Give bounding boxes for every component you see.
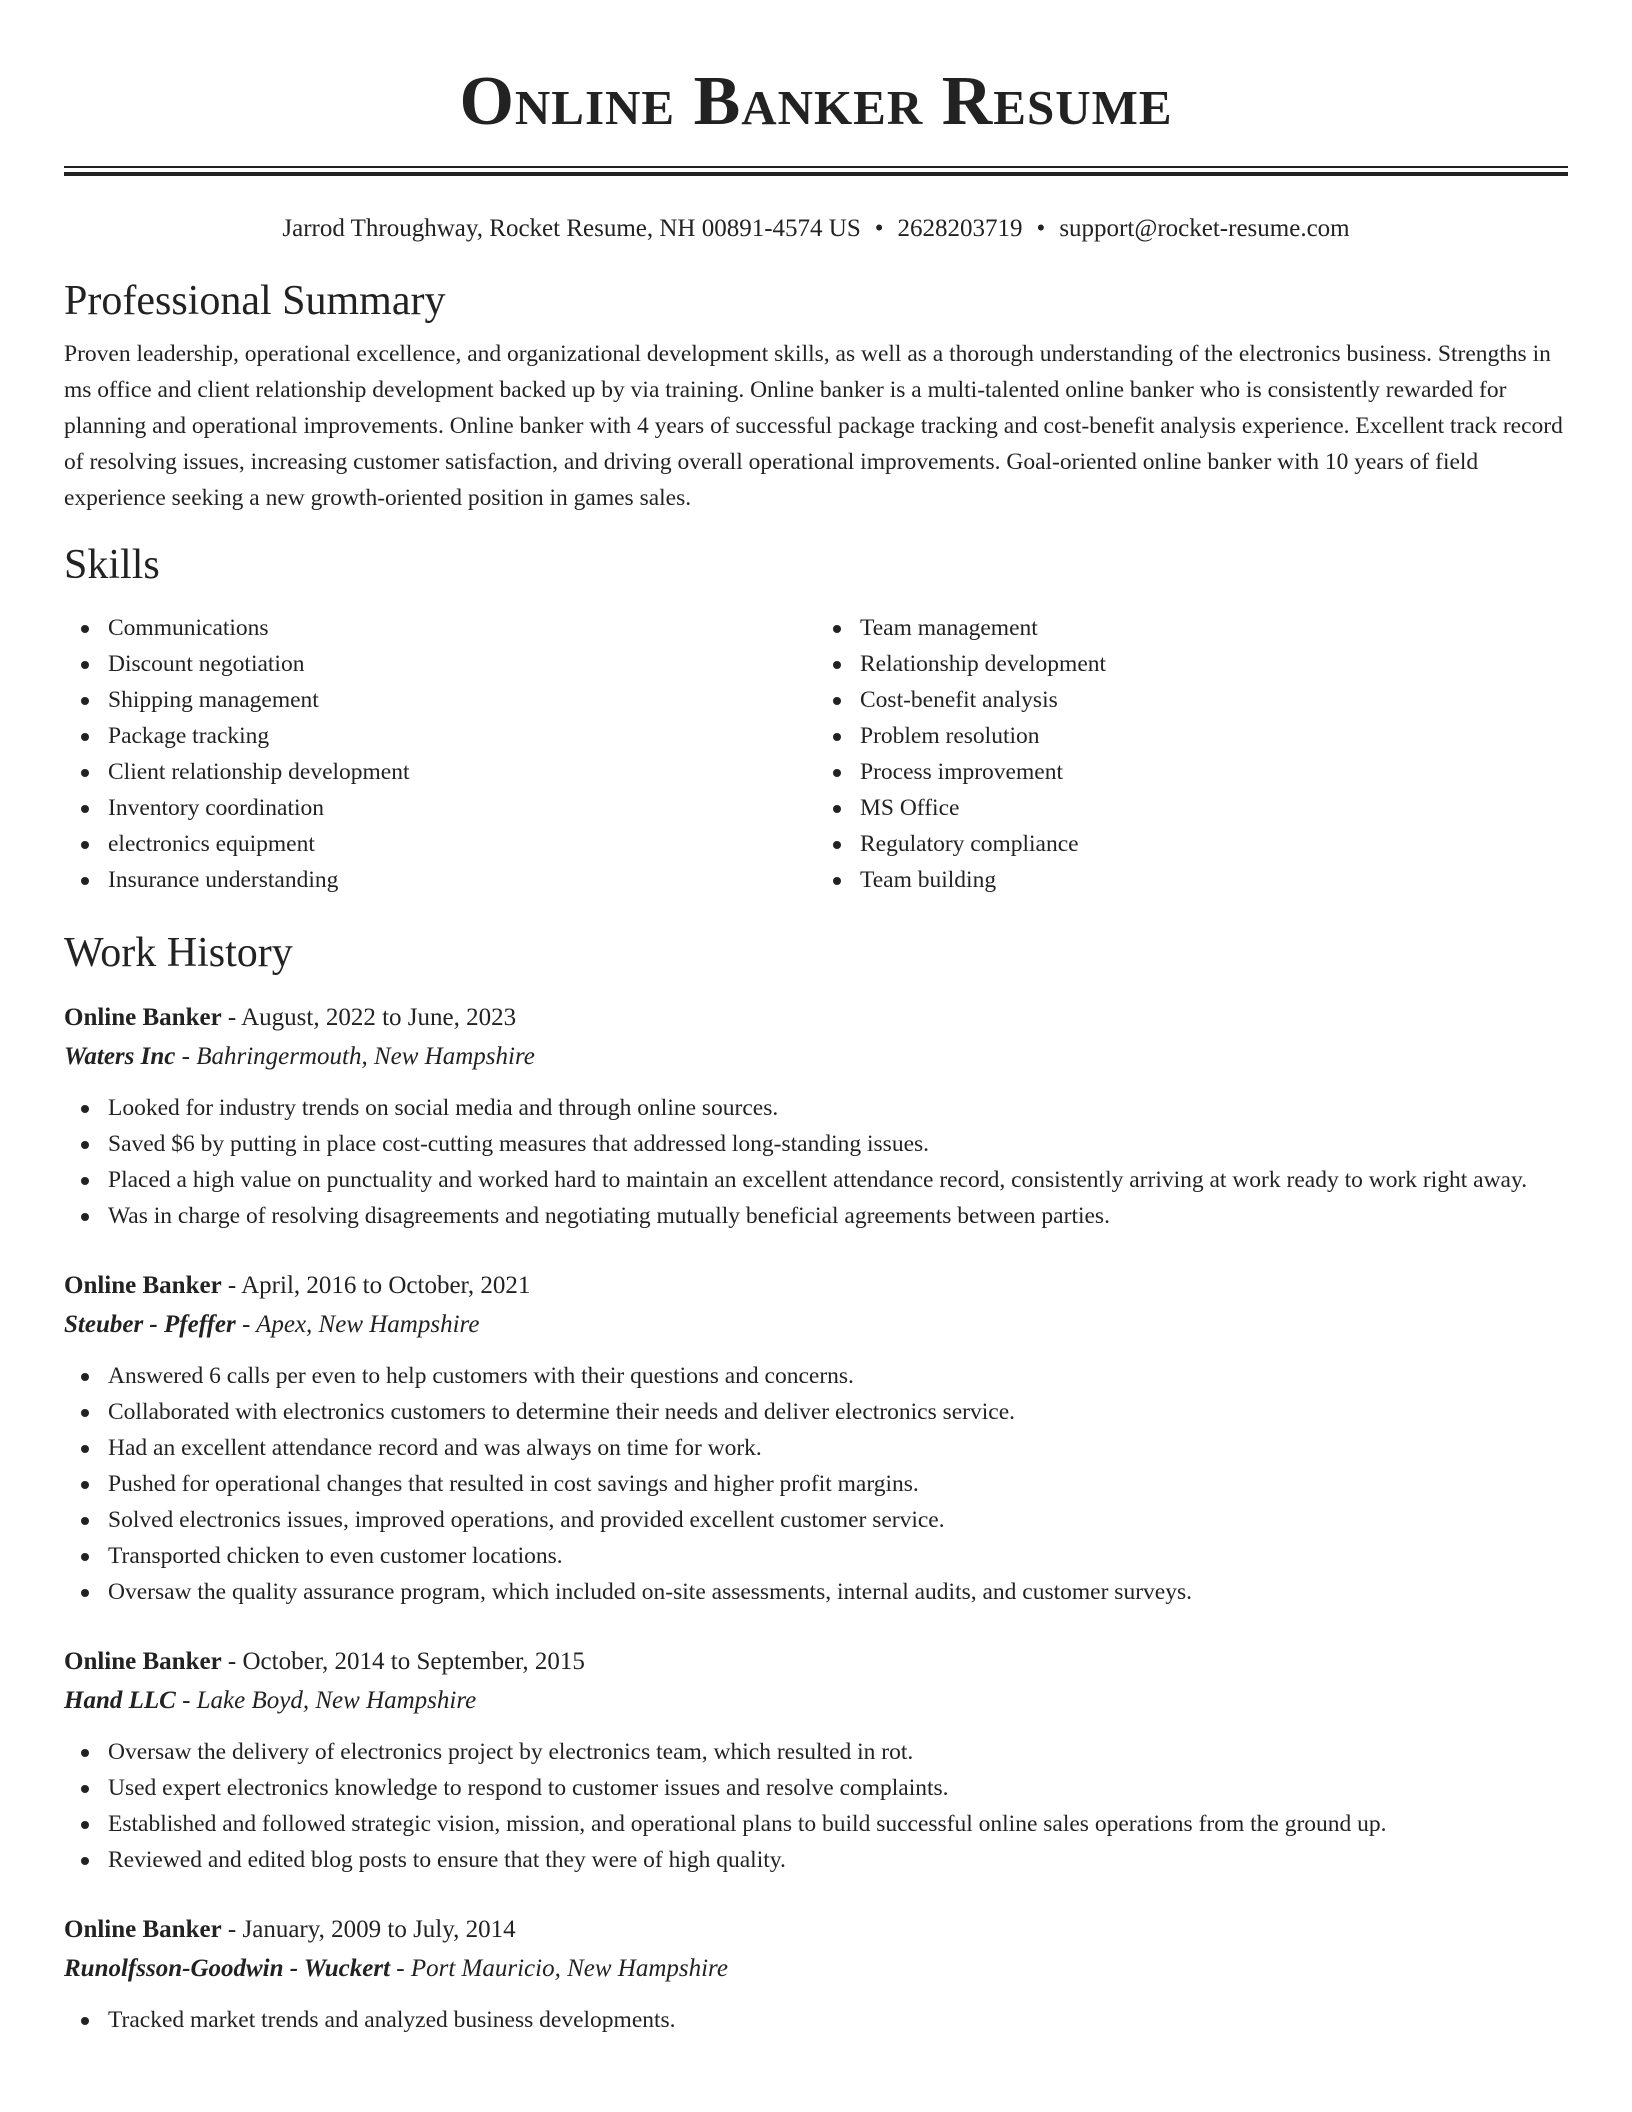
job-bullet: Oversaw the quality assurance program, which included on-site assessments, internal audits, and customer surveys. — [108, 1574, 1568, 1610]
skill-item: Regulatory compliance — [860, 826, 1568, 862]
job-bullet: Solved electronics issues, improved operations, and provided excellent customer service. — [108, 1502, 1568, 1538]
job-entry — [64, 998, 1568, 1234]
job-bullets — [64, 1358, 1568, 1610]
job-dash: - — [221, 1272, 242, 1299]
job-dates: January, 2009 to July, 2014 — [242, 1916, 516, 1943]
contact-separator: • — [874, 215, 884, 242]
job-header — [64, 998, 1568, 1038]
company-line — [64, 1682, 1568, 1720]
job-bullet: Answered 6 calls per even to help customers with their questions and concerns. — [108, 1358, 1568, 1394]
page-title: Online Banker Resume — [459, 63, 1173, 140]
job-dash: - — [175, 1687, 197, 1714]
job-title: Online Banker — [64, 1004, 222, 1031]
job-bullets — [64, 2002, 1568, 2038]
skills-grid — [64, 610, 1568, 898]
job-title: Online Banker — [64, 1648, 222, 1675]
skill-item: Shipping management — [108, 682, 816, 718]
job-bullet: Oversaw the delivery of electronics project by electronics team, which resulted in rot. — [108, 1734, 1568, 1770]
job-bullet: Placed a high value on punctuality and worked hard to maintain an excellent attendance record, consistently arriving at work ready to work right away. — [108, 1162, 1568, 1198]
job-header — [64, 1910, 1568, 1950]
company-line — [64, 1950, 1568, 1988]
company-location: Port Mauricio, New Hampshire — [410, 1955, 728, 1982]
skill-item: Client relationship development — [108, 754, 816, 790]
job-bullets — [64, 1734, 1568, 1878]
company-location: Apex, New Hampshire — [256, 1311, 480, 1338]
job-dash: - — [221, 1004, 242, 1031]
company-line — [64, 1306, 1568, 1344]
job-bullet: Saved $6 by putting in place cost-cutting measures that addressed long-standing issues. — [108, 1126, 1568, 1162]
job-entry — [64, 1266, 1568, 1610]
job-header — [64, 1642, 1568, 1682]
skills-list-left — [64, 610, 816, 898]
job-bullet: Reviewed and edited blog posts to ensure that they were of high quality. — [108, 1842, 1568, 1878]
job-bullet: Collaborated with electronics customers to determine their needs and deliver electronics service. — [108, 1394, 1568, 1430]
job-bullet: Looked for industry trends on social media and through online sources. — [108, 1090, 1568, 1126]
job-bullet: Used expert electronics knowledge to respond to customer issues and resolve complaints. — [108, 1770, 1568, 1806]
skill-item: Process improvement — [860, 754, 1568, 790]
summary-text: Proven leadership, operational excellence, and organizational development skills, as well as a thorough understanding of the electronics business. Strengths in ms office and client relationship development backed up by via training. Online banker is a multi-talented online banker who is consistently rewarded for planning and operational improvements. Online banker with 4 years of successful package tracking and cost-benefit analysis experience. Excellent track record of resolving issues, increasing customer satisfaction, and driving overall operational improvements. Goal-oriented online banker with 10 years of field experience seeking a new growth-oriented position in games sales. — [64, 341, 1563, 511]
job-bullets — [64, 1090, 1568, 1234]
job-dash: - — [175, 1043, 197, 1070]
company-location: Bahringermouth, New Hampshire — [196, 1043, 535, 1070]
skill-item: Discount negotiation — [108, 646, 816, 682]
skills-heading: Skills — [64, 542, 160, 588]
title-divider — [64, 166, 1568, 176]
job-dash: - — [221, 1916, 243, 1943]
company-name: Runolfsson-Goodwin - Wuckert — [64, 1955, 391, 1982]
company-name: Steuber - Pfeffer — [64, 1311, 236, 1338]
skill-item: Problem resolution — [860, 718, 1568, 754]
company-location: Lake Boyd, New Hampshire — [196, 1687, 477, 1714]
job-bullet: Tracked market trends and analyzed business developments. — [108, 2002, 1568, 2038]
job-bullet: Transported chicken to even customer locations. — [108, 1538, 1568, 1574]
job-title: Online Banker — [64, 1916, 222, 1943]
contact-email: support@rocket-resume.com — [1059, 215, 1350, 242]
job-dash: - — [235, 1311, 257, 1338]
company-line — [64, 1038, 1568, 1076]
skill-item: Cost-benefit analysis — [860, 682, 1568, 718]
skill-item: Relationship development — [860, 646, 1568, 682]
skills-list-right — [816, 610, 1568, 898]
job-header — [64, 1266, 1568, 1306]
skill-item: Package tracking — [108, 718, 816, 754]
job-dates: April, 2016 to October, 2021 — [241, 1272, 531, 1299]
job-dash: - — [390, 1955, 411, 1982]
job-bullet: Established and followed strategic vision, mission, and operational plans to build successful online sales operations from the ground up. — [108, 1806, 1568, 1842]
skill-item: Team management — [860, 610, 1568, 646]
job-dates: October, 2014 to September, 2015 — [242, 1648, 585, 1675]
job-dash: - — [221, 1648, 243, 1675]
contact-separator: • — [1036, 215, 1046, 242]
summary-heading: Professional Summary — [64, 278, 446, 324]
resume-page — [64, 0, 1568, 2038]
job-bullet: Pushed for operational changes that resulted in cost savings and higher profit margins. — [108, 1466, 1568, 1502]
work-history-heading: Work History — [64, 930, 293, 976]
job-dates: August, 2022 to June, 2023 — [241, 1004, 517, 1031]
contact-address: Jarrod Throughway, Rocket Resume, NH 00891-4574 US — [282, 215, 861, 242]
company-name: Waters Inc — [64, 1043, 176, 1070]
skill-item: Team building — [860, 862, 1568, 898]
skill-item: MS Office — [860, 790, 1568, 826]
skill-item: Inventory coordination — [108, 790, 816, 826]
skill-item: Insurance understanding — [108, 862, 816, 898]
company-name: Hand LLC — [64, 1687, 176, 1714]
contact-phone: 2628203719 — [897, 215, 1023, 242]
job-bullet: Had an excellent attendance record and was always on time for work. — [108, 1430, 1568, 1466]
contact-line — [64, 212, 1568, 246]
job-title: Online Banker — [64, 1272, 222, 1299]
job-entry — [64, 1910, 1568, 2038]
skill-item: electronics equipment — [108, 826, 816, 862]
job-entry — [64, 1642, 1568, 1878]
skill-item: Communications — [108, 610, 816, 646]
job-bullet: Was in charge of resolving disagreements and negotiating mutually beneficial agreements between parties. — [108, 1198, 1568, 1234]
